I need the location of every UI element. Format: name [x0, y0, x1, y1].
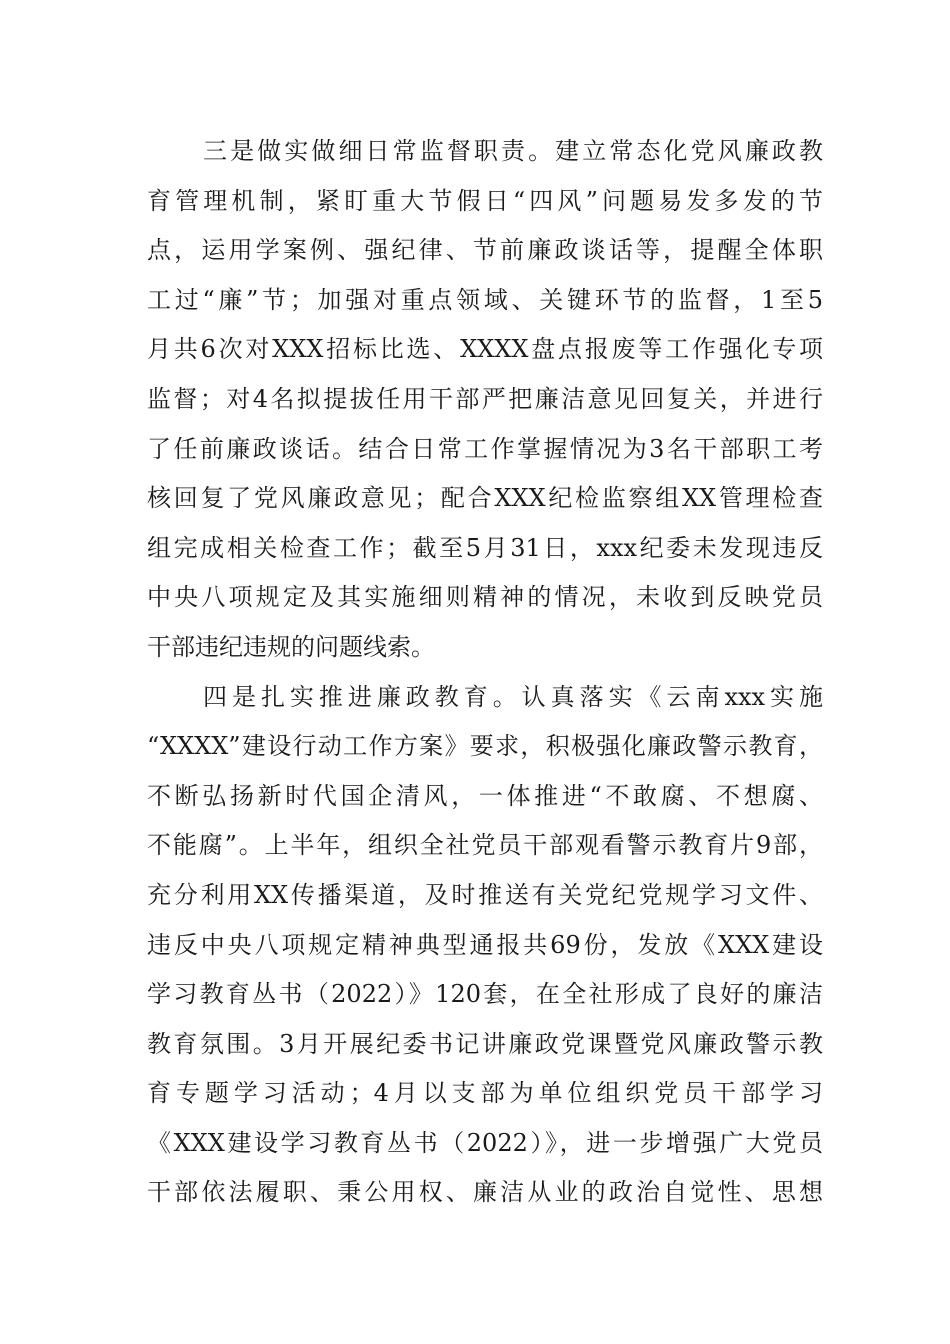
text-line: 了任前廉政谈话。结合日常工作掌握情况为3名干部职工考	[147, 434, 823, 463]
text-line: 不能腐”。上半年，组织全社党员干部观看警示教育片9部，	[147, 831, 823, 860]
text-line: 四是扎实推进廉政教育。认真落实《云南xxx实施	[203, 682, 823, 711]
text-line: 学习教育丛书（2022）》120套，在全社形成了良好的廉洁	[147, 980, 823, 1009]
text-line: 育管理机制，紧盯重大节假日“四风”问题易发多发的节	[147, 186, 823, 215]
text-line: 充分利用XX传播渠道，及时推送有关党纪党规学习文件、	[147, 880, 823, 909]
text-line: 《XXX建设学习教育丛书（2022）》，进一步增强广大党员	[147, 1128, 823, 1157]
text-line: 干部违纪违规的问题线索。	[147, 632, 435, 661]
text-line: 监督；对4名拟提拔任用干部严把廉洁意见回复关，并进行	[147, 384, 823, 413]
text-line: “XXXX”建设行动工作方案》要求，积极强化廉政警示教育，	[147, 732, 823, 761]
text-line: 组完成相关检查工作；截至5月31日，xxx纪委未发现违反	[147, 533, 823, 562]
text-line: 不断弘扬新时代国企清风，一体推进“不敢腐、不想腐、	[147, 781, 823, 810]
text-line: 教育氛围。3月开展纪委书记讲廉政党课暨党风廉政警示教	[147, 1029, 823, 1058]
text-line: 违反中央八项规定精神典型通报共69份，发放《XXX建设	[147, 930, 823, 959]
text-line: 月共6次对XXX招标比选、XXXX盘点报废等工作强化专项	[147, 335, 823, 364]
text-line: 育专题学习活动；4月以支部为单位组织党员干部学习	[147, 1079, 823, 1108]
document-body	[147, 127, 823, 1218]
text-line: 核回复了党风廉政意见；配合XXX纪检监察组XX管理检查	[147, 484, 823, 513]
text-line: 三是做实做细日常监督职责。建立常态化党风廉政教	[203, 137, 823, 165]
text-line: 干部依法履职、秉公用权、廉洁从业的政治自觉性、思想	[147, 1178, 823, 1207]
text-line: 工过“廉”节；加强对重点领域、关键环节的监督，1至5	[147, 285, 823, 314]
text-line: 点，运用学案例、强纪律、节前廉政谈话等，提醒全体职	[147, 236, 823, 265]
text-line: 中央八项规定及其实施细则精神的情况，未收到反映党员	[147, 583, 823, 612]
paragraph-education	[147, 673, 823, 1219]
paragraph-supervision	[147, 127, 823, 673]
